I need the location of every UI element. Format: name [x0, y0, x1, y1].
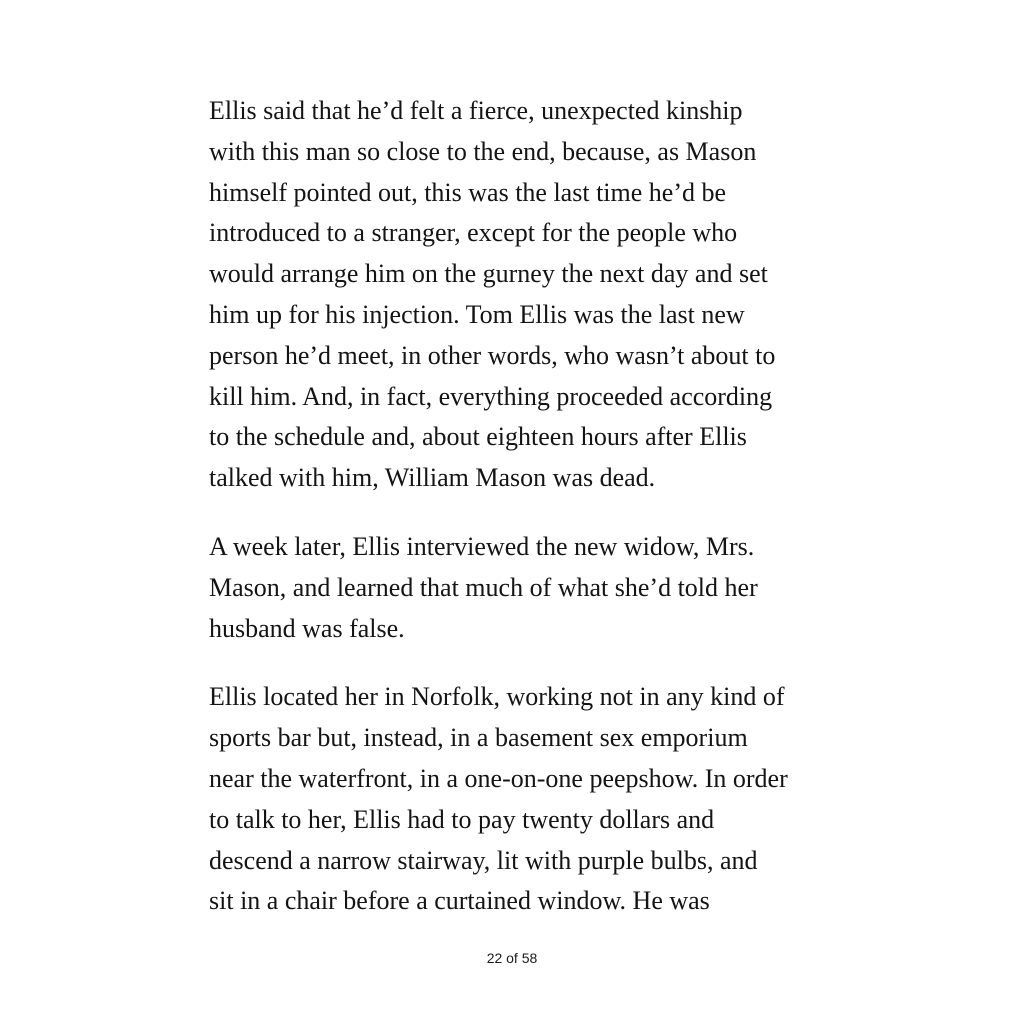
text-line: to the schedule and, about eighteen hours after Ellis — [209, 422, 747, 452]
text-line: to talk to her, Ellis had to pay twenty dollars and — [209, 804, 715, 834]
text-line: sit in a chair before a curtained window. He was — [209, 886, 710, 916]
text-line: descend a narrow stairway, lit with purple bulbs, and — [209, 845, 758, 875]
text-line: Mason, and learned that much of what she’d told her — [209, 572, 758, 602]
text-column — [209, 91, 829, 950]
text-line: person he’d meet, in other words, who wasn’t about to — [209, 340, 776, 370]
paragraph-1 — [209, 91, 829, 499]
text-line: Ellis said that he’d felt a fierce, unexpected kinship — [209, 96, 743, 125]
text-line: himself pointed out, this was the last time he’d be — [209, 177, 727, 207]
text-line: A week later, Ellis interviewed the new widow, Mrs. — [209, 531, 755, 561]
text-line: husband was false. — [209, 613, 405, 643]
paragraph-2 — [209, 527, 829, 649]
page-indicator: 22 of 58 — [486, 950, 538, 966]
text-line: would arrange him on the gurney the next day and set — [209, 259, 768, 289]
text-line: near the waterfront, in a one-on-one peepshow. In order — [209, 763, 788, 793]
text-line: talked with him, William Mason was dead. — [209, 463, 656, 493]
text-line: Ellis located her in Norfolk, working not in any kind of — [209, 682, 785, 712]
paragraph-3 — [209, 677, 829, 922]
text-line: with this man so close to the end, because, as Mason — [209, 136, 757, 166]
text-line: sports bar but, instead, in a basement sex emporium — [209, 723, 748, 753]
text-line: kill him. And, in fact, everything proceeded according — [209, 381, 773, 411]
text-line: him up for his injection. Tom Ellis was the last new — [209, 299, 745, 329]
text-line: introduced to a stranger, except for the people who — [209, 218, 738, 248]
